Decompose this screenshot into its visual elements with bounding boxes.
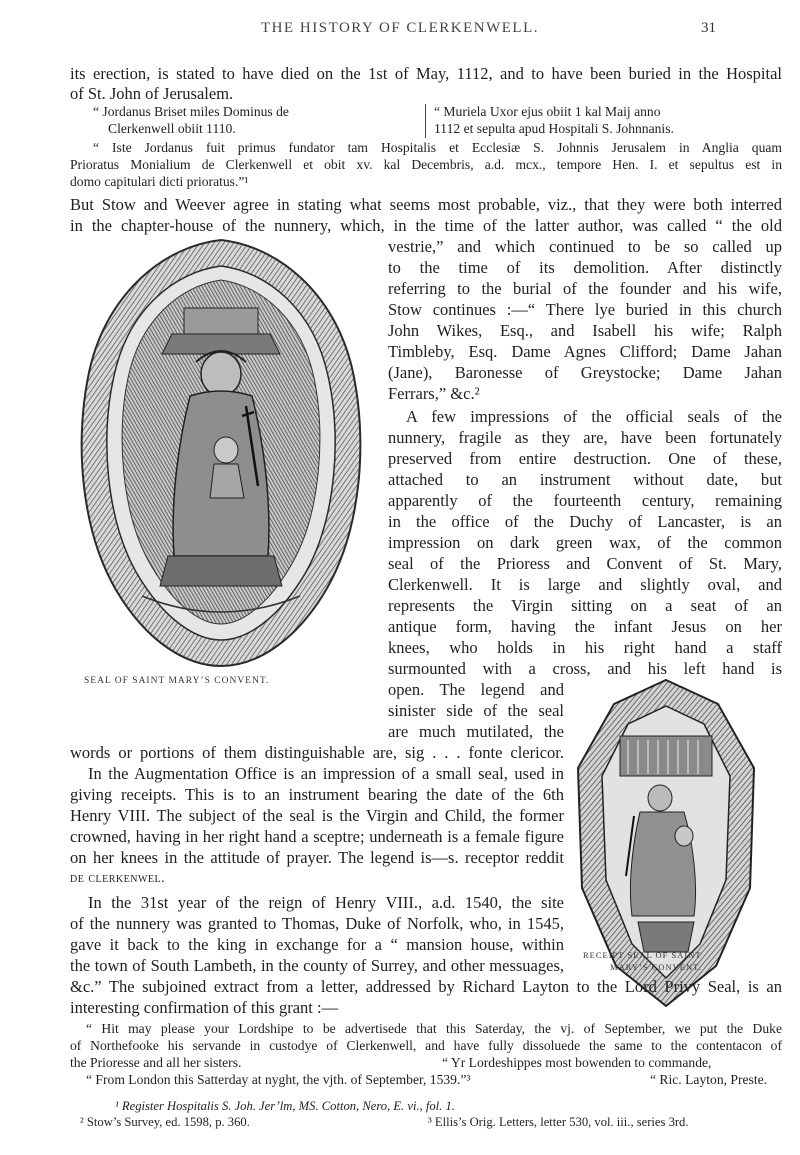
body-line: sinister side of the seal — [388, 701, 564, 720]
body-line: apparently of the fourteenth century, remaining — [388, 491, 782, 510]
body-line: of the nunnery was granted to Thomas, Duke of Norfolk, who, in 1545, — [70, 914, 564, 933]
body-line: knees, who holds in his right hand a staff — [388, 638, 782, 657]
body-line: interesting confirmation of this grant :— — [70, 998, 339, 1017]
body-line: Stow continues :—“ There lye buried in this church — [388, 300, 782, 319]
small-seal-caption: RECEIPT SEAL OF SAINT — [583, 950, 702, 960]
body-line: A few impressions of the official seals of the — [406, 407, 782, 426]
body-line: vestrie,” and which continued to be so called up — [388, 237, 782, 256]
letter-line: of Northefooke his servande in custodye of Clerkenwell, and have fully dissoluede the same to the contentacon of — [70, 1038, 782, 1053]
body-line: de clerkenwel. — [70, 871, 166, 886]
letter-signature: “ Ric. Layton, Preste. — [650, 1072, 768, 1087]
footnote-2: ² Stow’s Survey, ed. 1598, p. 360. — [80, 1115, 250, 1129]
letter-line: “ From London this Satterday at nyght, the vjth. of September, 1539.”³ — [86, 1072, 471, 1087]
intro-line: of St. John of Jerusalem. — [70, 84, 234, 103]
body-line: In the Augmentation Office is an impression of a small seal, used in — [88, 764, 564, 783]
body-line: seal of the Prioress and Convent of St. Mary, — [388, 554, 782, 573]
small-seal-caption: MARY’S CONVENT. — [610, 962, 702, 972]
running-header — [0, 20, 800, 44]
inscription-divider — [425, 104, 426, 138]
body-line: impression on dark green wax, of the common — [388, 533, 782, 552]
body-line: In the 31st year of the reign of Henry VIII., a.d. 1540, the site — [88, 893, 564, 912]
body-line: words or portions of them distinguishable are, sig . . . fonte clericor. — [70, 743, 564, 762]
body-line: &c.” The subjoined extract from a letter, addressed by Richard Layton to the Lord Privy Seal, is an — [70, 977, 782, 996]
body-line: the town of South Lambeth, in the county of Surrey, and other messuages, — [70, 956, 564, 975]
body-line: in the office of the Duchy of Lancaster, is an — [388, 512, 782, 531]
body-line: attached to an instrument without date, but — [388, 470, 782, 489]
body-line: giving receipts. This is to an instrument bearing the date of the 6th — [70, 785, 564, 804]
inscription-left: “ Jordanus Briset miles Dominus de — [93, 104, 289, 119]
body-line: (Jane), Baronesse of Greystocke; Dame Jahan — [388, 363, 782, 382]
footnote-1: ¹ Register Hospitalis S. Joh. Jer’lm, MS. Cotton, Nero, E. vi., fol. 1. — [115, 1099, 455, 1113]
body-line: are much mutilated, the — [388, 722, 564, 741]
inscription-full-line: domo capitulari dicti prioratus.”¹ — [70, 174, 249, 189]
inscription-right: “ Muriela Uxor ejus obiit 1 kal Maij anno — [434, 104, 661, 119]
body-line: in the chapter-house of the nunnery, which, in the time of the latter author, was called “ the old — [70, 216, 782, 235]
body-line: open. The legend and — [388, 680, 564, 699]
body-line: Ferrars,” &c.² — [388, 384, 480, 403]
intro-line: its erection, is stated to have died on the 1st of May, 1112, and to have been buried in the Hospital — [70, 64, 782, 83]
letter-line: “ Hit may please your Lordshipe to be advertisede that this Saterday, the vj. of September, we put the Duke — [86, 1021, 782, 1036]
body-line: But Stow and Weever agree in stating what seems most probable, viz., that they were both interred — [70, 195, 782, 214]
running-title: THE HISTORY OF CLERKENWELL. — [261, 20, 539, 36]
body-line: referring to the burial of the founder and his wife, — [388, 279, 782, 298]
inscription-full-line: Prioratus Monialium de Clerkenwell et obit xv. kal Decembris, a.d. mcx., tempore Hen. I. et sepultus est in — [70, 157, 782, 172]
inscription-full-line: “ Iste Jordanus fuit primus fundator tam Hospitalis et Ecclesiæ S. Johnnis Jerusalem in Anglia quam — [93, 140, 782, 155]
body-line: crowned, having in her right hand a sceptre; underneath is a female figure — [70, 827, 564, 846]
large-seal-caption: SEAL OF SAINT MARY’S CONVENT. — [84, 676, 270, 686]
inscription-left: Clerkenwell obiit 1110. — [108, 121, 236, 136]
large-seal-illustration — [72, 236, 370, 670]
body-line: antique form, having the infant Jesus on her — [388, 617, 782, 636]
body-line: on her knees in the attitude of prayer. The legend is—s. receptor reddit — [70, 848, 564, 867]
body-line: John Wikes, Esq., and Isabell his wife; Ralph — [388, 321, 782, 340]
letter-line: “ Yr Lordeshippes most bowenden to commande, — [442, 1055, 712, 1070]
body-line: preserved from entire destruction. One of these, — [388, 449, 782, 468]
body-line: represents the Virgin sitting on a seat of an — [388, 596, 782, 615]
body-line: Henry VIII. The subject of the seal is the Virgin and Child, the former — [70, 806, 564, 825]
body-line: gave it back to the king in exchange for a “ mansion house, within — [70, 935, 564, 954]
letter-line: the Prioresse and all her sisters. — [70, 1055, 242, 1070]
body-line: nunnery, fragile as they are, have been fortunately — [388, 428, 782, 447]
body-line: Clerkenwell. It is large and slightly oval, and — [388, 575, 782, 594]
page-number: 31 — [701, 20, 716, 36]
footnote-3: ³ Ellis’s Orig. Letters, letter 530, vol. iii., series 3rd. — [428, 1115, 689, 1129]
inscription-right: 1112 et sepulta apud Hospitali S. Johnnanis. — [434, 121, 674, 136]
body-line: Timbleby, Esq. Dame Agnes Clifford; Dame Jahan — [388, 342, 782, 361]
body-line: surmounted with a cross, and his left hand is — [388, 659, 782, 678]
body-line: to the time of its demolition. After distinctly — [388, 258, 782, 277]
